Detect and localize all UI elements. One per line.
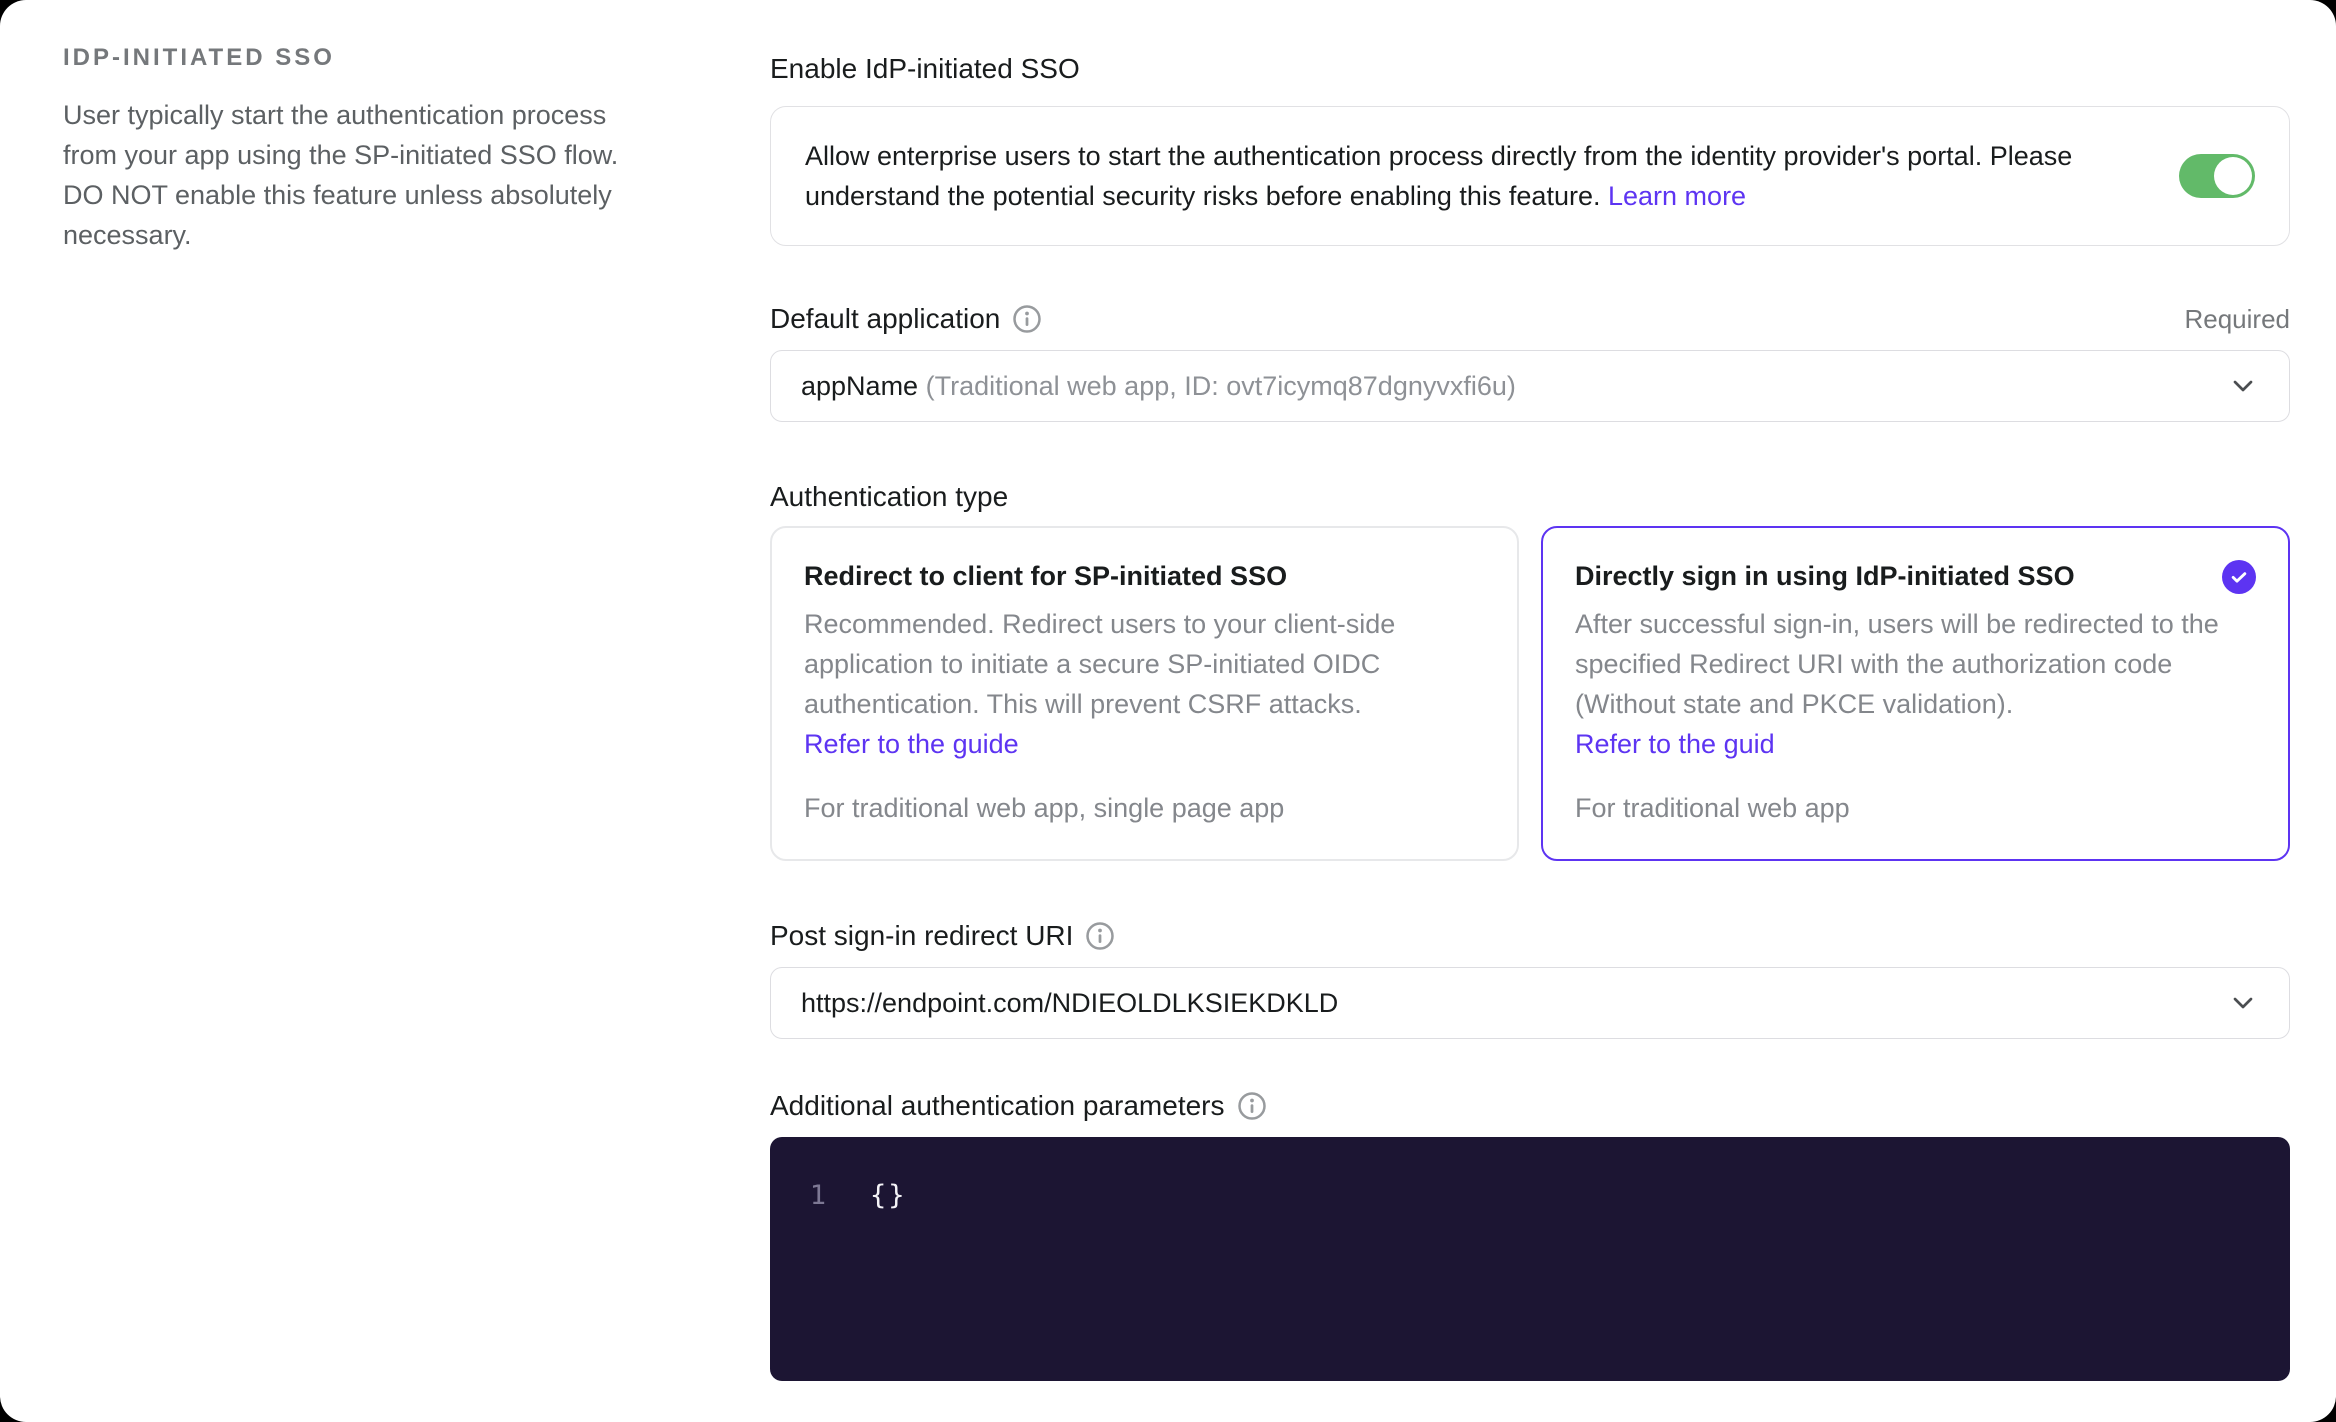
redirect-uri-value: https://endpoint.com/NDIEOLDLKSIEKDKLD [801, 987, 1339, 1018]
auth-type-label: Authentication type [770, 481, 1009, 512]
option-description [804, 604, 1485, 764]
refer-guide-link[interactable]: Refer to the guide [804, 729, 1019, 759]
info-icon[interactable] [1012, 304, 1042, 334]
default-application-label-row [770, 302, 2290, 336]
option-footer: For traditional web app, single page app [804, 793, 1285, 823]
params-label: Additional authentication parameters [770, 1090, 1225, 1121]
chevron-down-icon [2227, 370, 2259, 402]
app-name: appName [801, 370, 919, 401]
redirect-uri-select[interactable] [770, 967, 2290, 1039]
line-number: 1 [809, 1180, 826, 1211]
default-application-select[interactable] [770, 350, 2290, 422]
chevron-down-icon [2227, 987, 2259, 1019]
auth-type-option-sp-redirect[interactable] [770, 526, 1519, 861]
option-description-text: Recommended. Redirect users to your client-side application to initiate a secure SP-initiated OIDC authentication. This will prevent CSRF attacks. [804, 609, 1396, 719]
toggle-knob [2214, 157, 2252, 195]
redirect-uri-label: Post sign-in redirect URI [770, 920, 1074, 951]
option-title: Redirect to client for SP-initiated SSO [804, 561, 1288, 591]
params-code-editor[interactable] [770, 1137, 2290, 1381]
section-heading: IDP-INITIATED SSO [63, 44, 335, 71]
auth-type-options [770, 526, 2290, 861]
code-content: {} [870, 1180, 907, 1211]
enable-sso-description-text: Allow enterprise users to start the authentication process directly from the identity provider's portal. Please understand the potential security risks before enabling this feature. [805, 141, 2073, 211]
option-description-text: After successful sign-in, users will be redirected to the specified Redirect URI with the authorization code (Without state and PKCE validation). [1575, 609, 2219, 719]
option-description [1575, 604, 2256, 764]
learn-more-link[interactable]: Learn more [1608, 181, 1747, 211]
required-badge: Required [2184, 303, 2290, 334]
option-title: Directly sign in using IdP-initiated SSO [1575, 561, 2075, 591]
settings-form [770, 0, 2290, 1422]
default-application-value [801, 371, 1516, 402]
info-icon[interactable] [1085, 921, 1115, 951]
refer-guide-link[interactable]: Refer to the guid [1575, 729, 1775, 759]
params-label-row [770, 1089, 2290, 1123]
enable-sso-toggle[interactable] [2179, 154, 2255, 198]
section-intro [63, 0, 663, 1422]
selected-check-icon [2222, 560, 2256, 594]
auth-type-option-idp-direct[interactable] [1541, 526, 2290, 861]
section-description: User typically start the authentication process from your app using the SP-initiated SSO flow. DO NOT enable this feature unless absolutely necessary. [63, 100, 619, 250]
redirect-uri-label-row [770, 919, 2290, 953]
option-footer: For traditional web app [1575, 793, 1850, 823]
enable-sso-description [805, 136, 2131, 216]
default-application-label: Default application [770, 303, 1001, 334]
enable-sso-label: Enable IdP-initiated SSO [770, 53, 1080, 84]
enable-sso-card [770, 106, 2290, 246]
app-meta: (Traditional web app, ID: ovt7icymq87dgnyvxfi6u) [925, 370, 1516, 401]
info-icon[interactable] [1237, 1091, 1267, 1121]
